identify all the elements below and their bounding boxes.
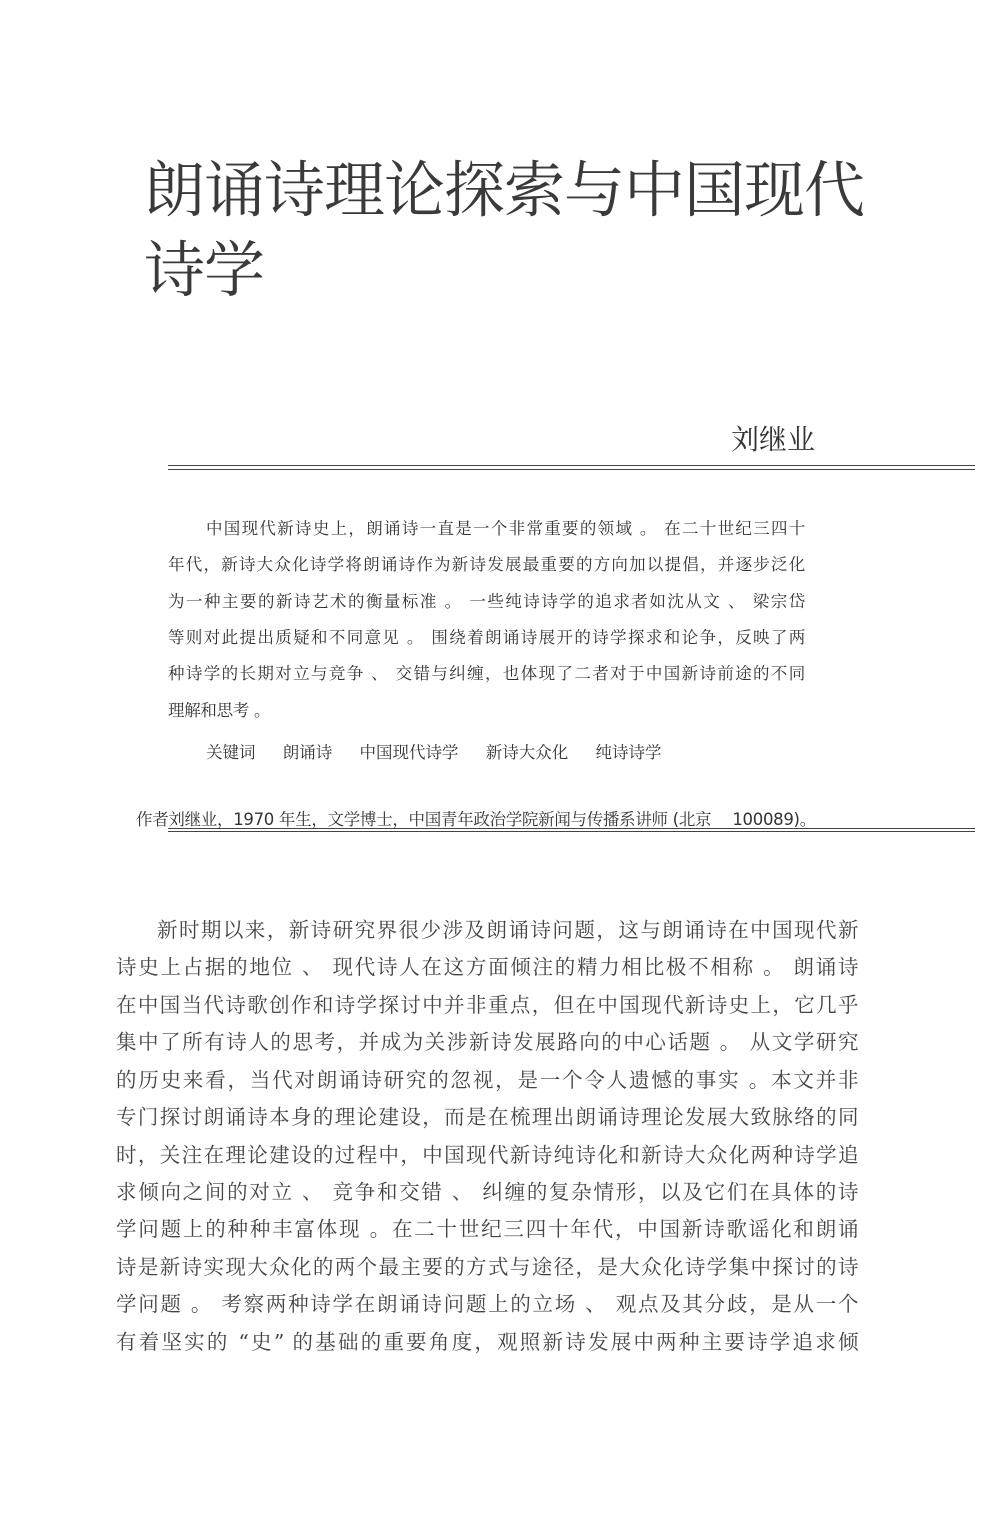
abstract-line: 理解和思考 。 (168, 701, 271, 720)
body-line: 求倾向之间的对立 、 竞争和交错 、 纠缠的复杂情形，以及它们在具体的诗 (116, 1180, 858, 1204)
keyword: 纯诗诗学 (595, 743, 662, 762)
abstract-line: 种诗学的长期对立与竞争 、 交错与纠缠，也体现了二者对于中国新诗前途的不同 (168, 664, 805, 683)
title-line: 诗学 (144, 235, 265, 306)
abstract-line: 为一种主要的新诗艺术的衡量标准 。 一些纯诗诗学的追求者如沈从文 、 梁宗岱 (168, 592, 805, 611)
abstract-line: 年代，新诗大众化诗学将朗诵诗作为新诗发展最重要的方向加以提倡，并逐步泛化 (168, 555, 805, 574)
title-line: 朗诵诗理论探索与中国现代 (144, 155, 865, 226)
body-line: 在中国当代诗歌创作和诗学探讨中并非重点，但在中国现代新诗史上，它几乎 (116, 993, 858, 1017)
divider-top (168, 465, 975, 466)
body-line: 学问题 。 考察两种诗学在朗诵诗问题上的立场 、 观点及其分歧，是从一个 (116, 1292, 858, 1316)
body-line: 时，关注在理论建设的过程中，中国现代新诗纯诗化和新诗大众化两种诗学追 (116, 1143, 858, 1167)
divider-bottom (168, 469, 975, 470)
body-line: 新时期以来，新诗研究界很少涉及朗诵诗问题，这与朗诵诗在中国现代新 (157, 918, 858, 942)
body-line: 诗史上占据的地位 、 现代诗人在这方面倾注的精力相比极不相称 。 朗诵诗 (116, 955, 858, 979)
author-note: 作者刘继业，1970 年生，文学博士，中国青年政治学院新闻与传播系讲师 (北京 100089)。 (136, 810, 816, 829)
body-line: 诗是新诗实现大众化的两个最主要的方式与途径，是大众化诗学集中探讨的诗 (116, 1255, 858, 1279)
body-line: 专门探讨朗诵诗本身的理论建设，而是在梳理出朗诵诗理论发展大致脉络的同 (116, 1105, 858, 1129)
keyword: 朗诵诗 (282, 743, 333, 762)
keywords-label: 关键词 (206, 743, 256, 762)
note-divider-top (168, 828, 975, 829)
body-line: 有着坚实的 “史” 的基础的重要角度，观照新诗发展中两种主要诗学追求倾 (116, 1330, 858, 1354)
keywords (206, 739, 684, 763)
body-line: 的历史来看，当代对朗诵诗研究的忽视，是一个令人遗憾的事实 。本文并非 (116, 1068, 858, 1092)
abstract-line: 等则对此提出质疑和不同意见 。 围绕着朗诵诗展开的诗学探求和论争，反映了两 (168, 628, 805, 647)
keyword: 中国现代诗学 (359, 743, 459, 762)
body-line: 学问题上的种种丰富体现 。在二十世纪三四十年代，中国新诗歌谣化和朗诵 (116, 1217, 858, 1241)
author-name: 刘继业 (730, 423, 815, 456)
abstract-line: 中国现代新诗史上，朗诵诗一直是一个非常重要的领域 。 在二十世纪三四十 (206, 519, 805, 538)
body-line: 集中了所有诗人的思考，并成为关涉新诗发展路向的中心话题 。 从文学研究 (116, 1030, 858, 1054)
note-divider-bottom (168, 831, 975, 832)
keyword: 新诗大众化 (485, 743, 569, 762)
